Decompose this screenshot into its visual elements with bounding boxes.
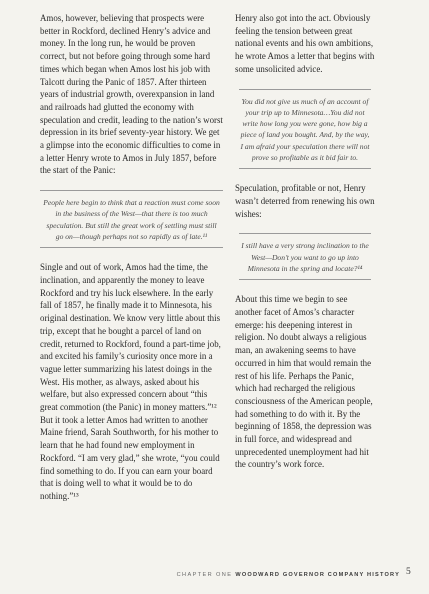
left-blockquote-1: People here begin to think that a reaction must come soon in the business of the West—that there is too much speculation. But still the great work of settling must still go on—though perhaps not so rapidly as of late.¹¹ bbox=[40, 190, 223, 248]
page-number: 5 bbox=[406, 567, 411, 577]
right-blockquote-1: You did not give us much of an account of your trip up to Minnesota…You did not write how long you were gone, how big a piece of land you bought. And, by the way, I am afraid your speculation there will not prove so profitable as it bid fair to. bbox=[239, 89, 371, 170]
left-column bbox=[40, 12, 223, 503]
right-paragraph-2: Speculation, profitable or not, Henry wasn’t deterred from renewing his own wishes: bbox=[235, 183, 375, 219]
right-paragraph-3: About this time we begin to see another facet of Amos’s character emerge: his deepening interest in religion. No doubt always a religious man, an awakening seems to have occurred in him that would remain the rest of his life. Perhaps the Panic, which had recharged the religious consciousness of the American people, had something to do with it. By the beginning of 1858, the depression was in full force, and widespread and unprecedented unemployment had hit the country’s work force. bbox=[235, 294, 373, 470]
right-column bbox=[235, 12, 375, 471]
footer-book-title: WOODWARD GOVERNOR COMPANY HISTORY bbox=[235, 572, 400, 578]
right-blockquote-2: I still have a very strong inclination to the West—Don’t you want to go up into Minnesota in the spring and locate?¹⁴ bbox=[239, 233, 371, 280]
left-paragraph-2: Single and out of work, Amos had the time, the inclination, and apparently the money to leave Rockford and try his luck elsewhere. In the early fall of 1857, he finally made it to Minnesota, his original destination. We know very little about this trip, except that he bought a parcel of land on credit, returned to Rockford, found a part-time job, and excited his family’s curiosity once more in a vague letter summarizing his latest doings in the West. His mother, as always, asked about his welfare, but also expressed concern about “this great commotion (the Panic) in money matters.”¹² But it took a letter Amos had written to another Maine friend, Sarah Southworth, for his mother to learn that he had found new employment in Rockford. “I am very glad,” she wrote, “you could find something to do. If you can earn your board that is doing well to what it would be to do nothing.”¹³ bbox=[40, 262, 221, 501]
footer-chapter: CHAPTER ONE bbox=[176, 572, 233, 578]
running-footer bbox=[0, 572, 400, 578]
left-paragraph-1: Amos, however, believing that prospects were better in Rockford, declined Henry’s advice and money. In the long run, he would be proven correct, but not before going through some hard times which began when Amos lost his job with Talcott during the Panic of 1857. After thirteen years of industrial growth, overexpansion in land and railroads had glutted the economy with speculation and credit, leading to the nation’s worst depression in its brief seventy-year history. We get a glimpse into the economic difficulties to come in a letter Henry wrote to Amos in July 1857, before the start of the Panic: bbox=[40, 13, 223, 176]
right-paragraph-1: Henry also got into the act. Obviously feeling the tension between great national events and his own ambitions, he wrote Amos a letter that begins with some unsolicited advice. bbox=[235, 13, 375, 74]
